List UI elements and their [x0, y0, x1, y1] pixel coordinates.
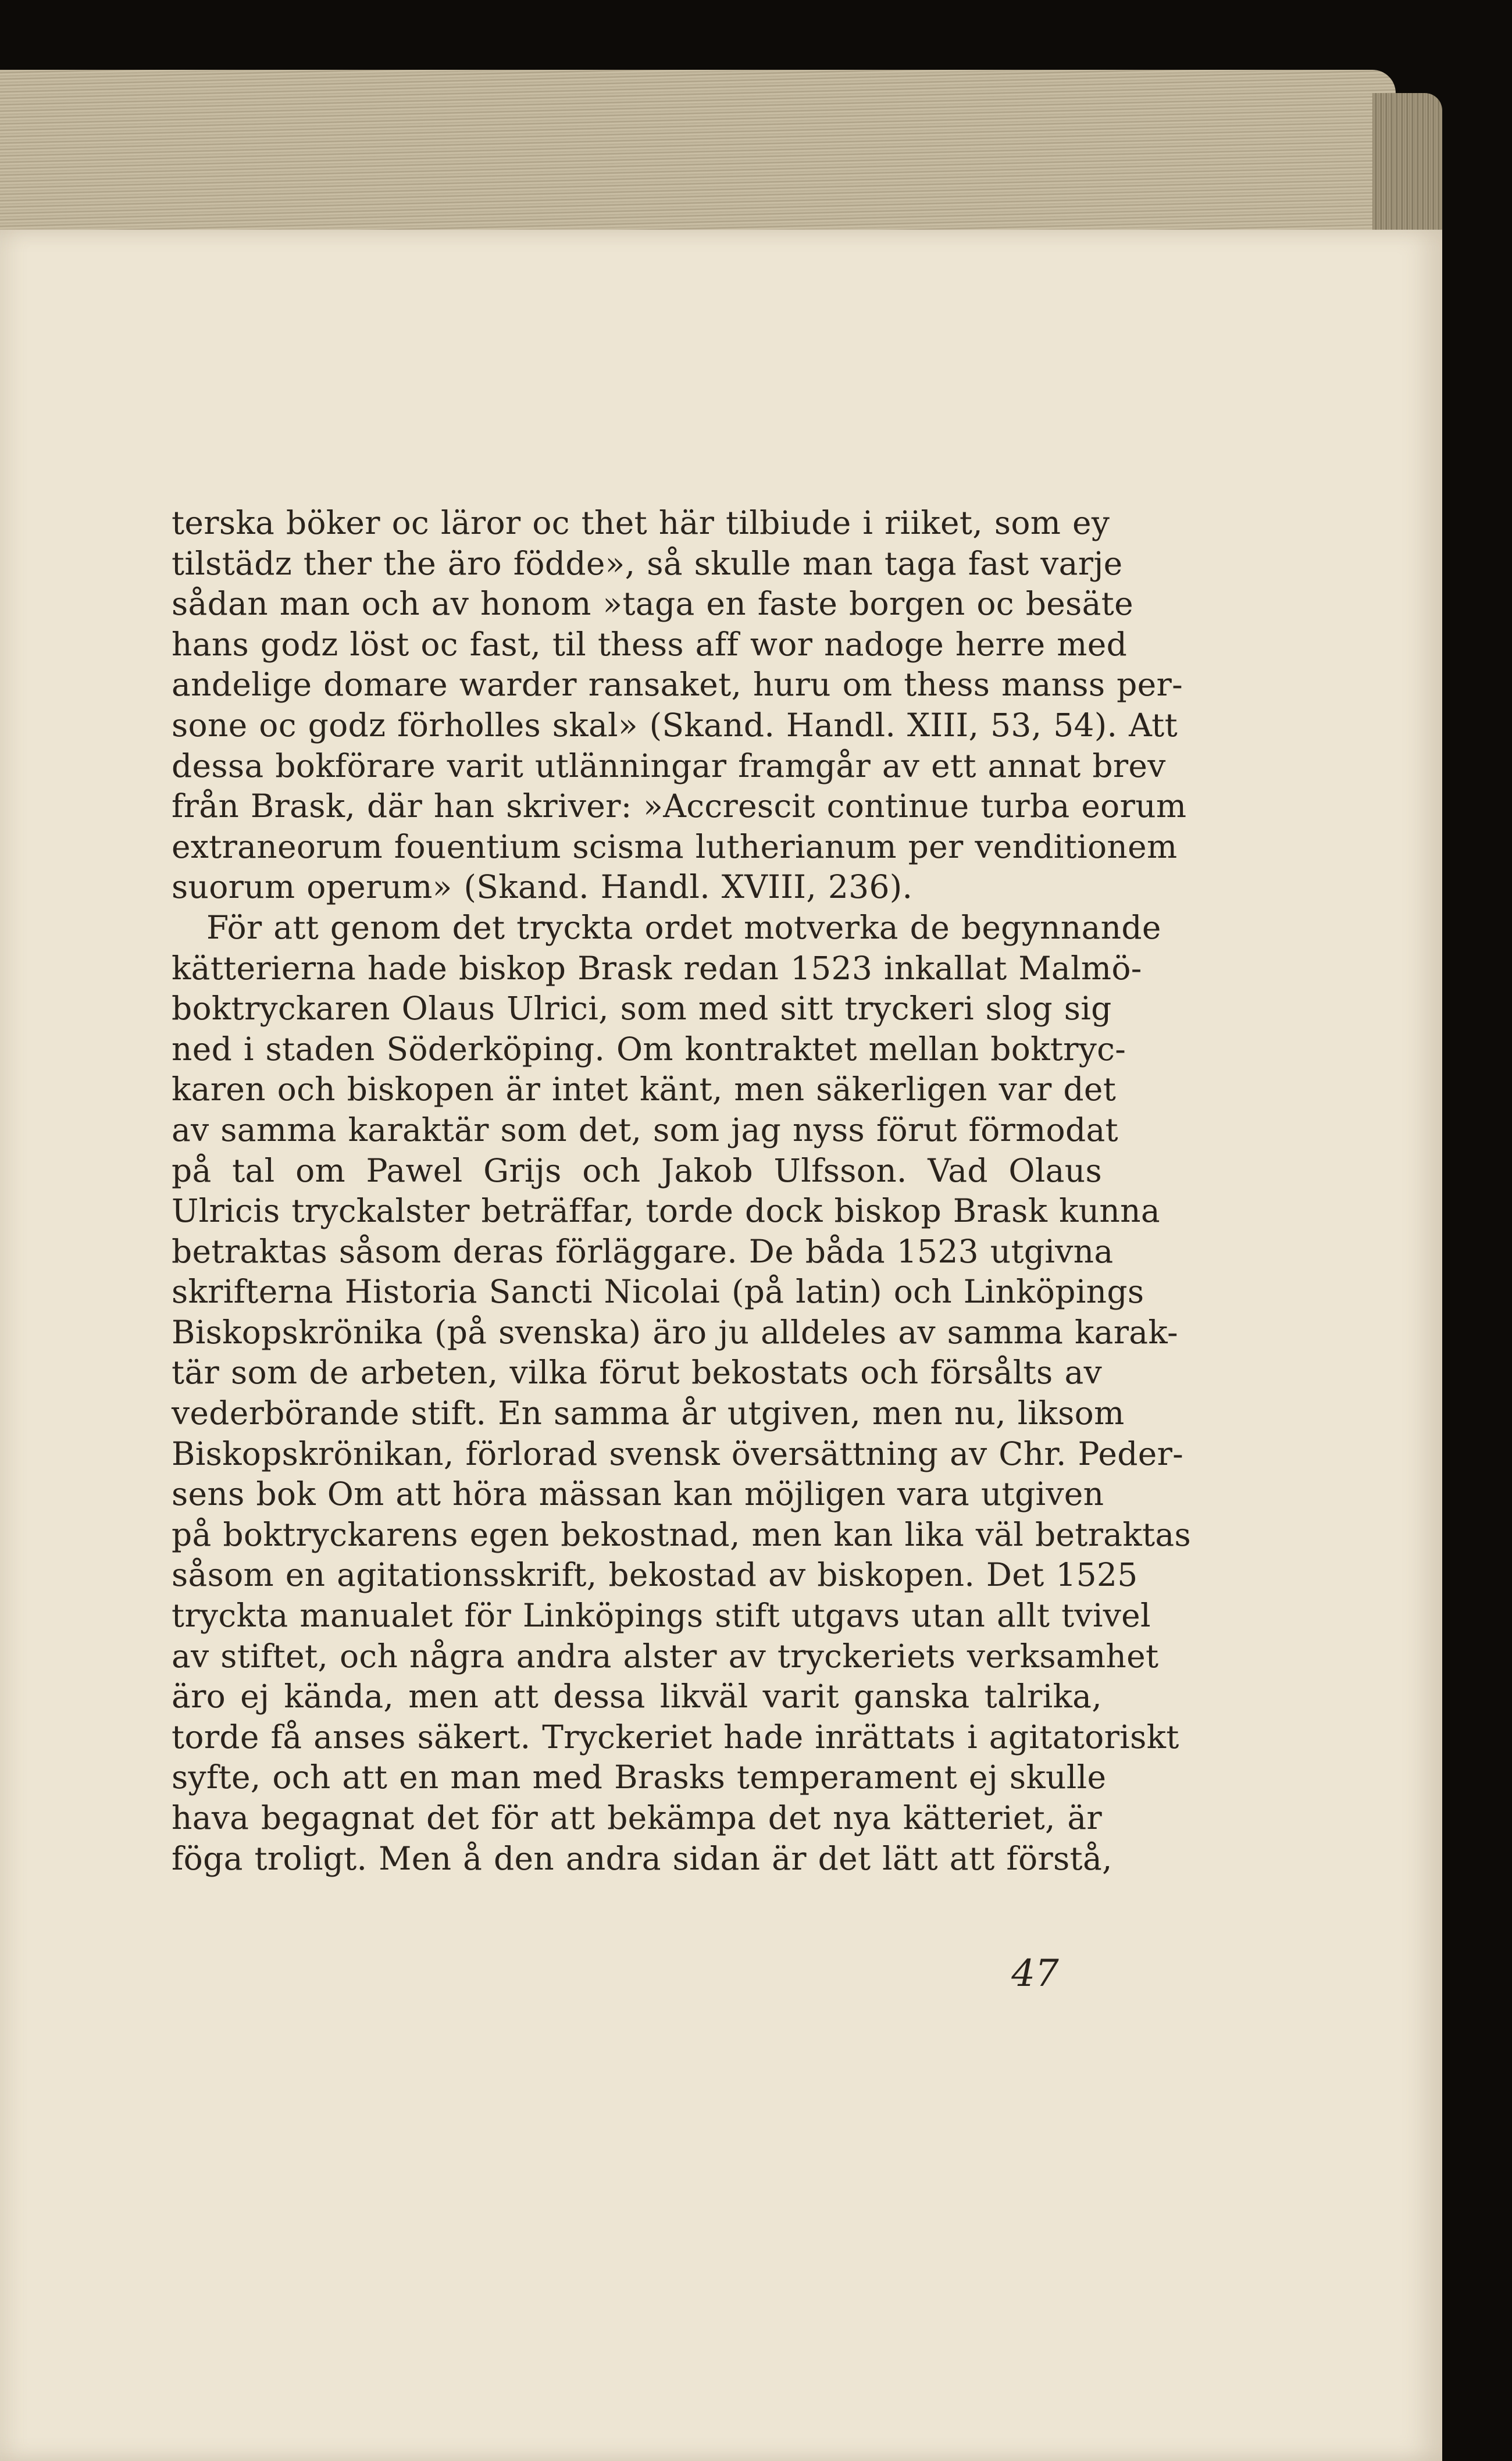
text-line: på boktryckarens egen bekostnad, men kan lika väl betraktas [172, 1515, 1192, 1553]
text-line: Biskopskrönikan, förlorad svensk översättning av Chr. Peder- [172, 1435, 1184, 1472]
text-line: För att genom det tryckta ordet motverka de begynnande [206, 908, 1161, 946]
text-line: äro ej kända, men att dessa likväl varit ganska talrika, [172, 1678, 1102, 1715]
text-line: karen och biskopen är intet känt, men säkerligen var det [172, 1071, 1117, 1108]
text-line: sone oc godz förholles skal» (Skand. Handl. XIII, 53, 54). Att [172, 706, 1178, 744]
text-line: av samma karaktär som det, som jag nyss förut förmodat [172, 1111, 1118, 1149]
text-line: tär som de arbeten, vilka förut bekostats och försålts av [172, 1354, 1102, 1392]
page-stack-edges [0, 70, 1396, 244]
text-line: kätterierna hade biskop Brask redan 1523 inkallat Malmö- [172, 949, 1142, 987]
text-line: suorum operum» (Skand. Handl. XVIII, 236). [172, 868, 913, 906]
text-line: skrifterna Historia Sancti Nicolai (på latin) och Linköpings [172, 1273, 1144, 1311]
page-number: 47 [1011, 1952, 1059, 1995]
book-page [0, 230, 1442, 2461]
text-line: föga troligt. Men å den andra sidan är det lätt att förstå, [172, 1839, 1112, 1877]
text-line: andelige domare warder ransaket, huru om thess manss per- [172, 666, 1183, 704]
text-line: hava begagnat det för att bekämpa det nya kätteriet, är [172, 1799, 1102, 1836]
text-line: tilstädz ther the äro födde», så skulle man taga fast varje [172, 544, 1123, 582]
text-line: sådan man och av honom »taga en faste borgen oc besäte [172, 585, 1133, 623]
text-line: på tal om Pawel Grijs och Jakob Ulfsson. Vad Olaus [172, 1151, 1102, 1189]
text-line: såsom en agitationsskrift, bekostad av biskopen. Det 1525 [172, 1556, 1138, 1594]
text-line: boktryckaren Olaus Ulrici, som med sitt tryckeri slog sig [172, 990, 1112, 1028]
text-line: torde få anses säkert. Tryckeriet hade inrättats i agitatoriskt [172, 1718, 1179, 1756]
text-line: hans godz löst oc fast, til thess aff wor nadoge herre med [172, 625, 1128, 663]
text-line: vederbörande stift. En samma år utgiven, men nu, liksom [172, 1394, 1125, 1432]
text-line: terska böker oc läror oc thet här tilbiude i riiket, som ey [172, 504, 1110, 541]
text-line: tryckta manualet för Linköpings stift utgavs utan allt tvivel [172, 1597, 1151, 1635]
text-line: sens bok Om att höra mässan kan möjligen vara utgiven [172, 1475, 1104, 1513]
text-line: av stiftet, och några andra alster av tryckeriets verksamhet [172, 1637, 1159, 1675]
text-line: betraktas såsom deras förläggare. De båda 1523 utgivna [172, 1232, 1114, 1270]
body-text [172, 503, 1192, 1879]
text-line: Ulricis tryckalster beträffar, torde dock biskop Brask kunna [172, 1192, 1160, 1230]
text-line: från Brask, där han skriver: »Accrescit continue turba eorum [172, 787, 1187, 825]
text-line: dessa bokförare varit utlänningar framgår av ett annat brev [172, 747, 1166, 784]
text-line: syfte, och att en man med Brasks temperament ej skulle [172, 1759, 1107, 1796]
text-line: ned i staden Söderköping. Om kontraktet mellan boktryc- [172, 1030, 1126, 1068]
text-line: extraneorum fouentium scisma lutherianum per venditionem [172, 828, 1178, 865]
text-line: Biskopskrönika (på svenska) äro ju alldeles av samma karak- [172, 1313, 1178, 1351]
